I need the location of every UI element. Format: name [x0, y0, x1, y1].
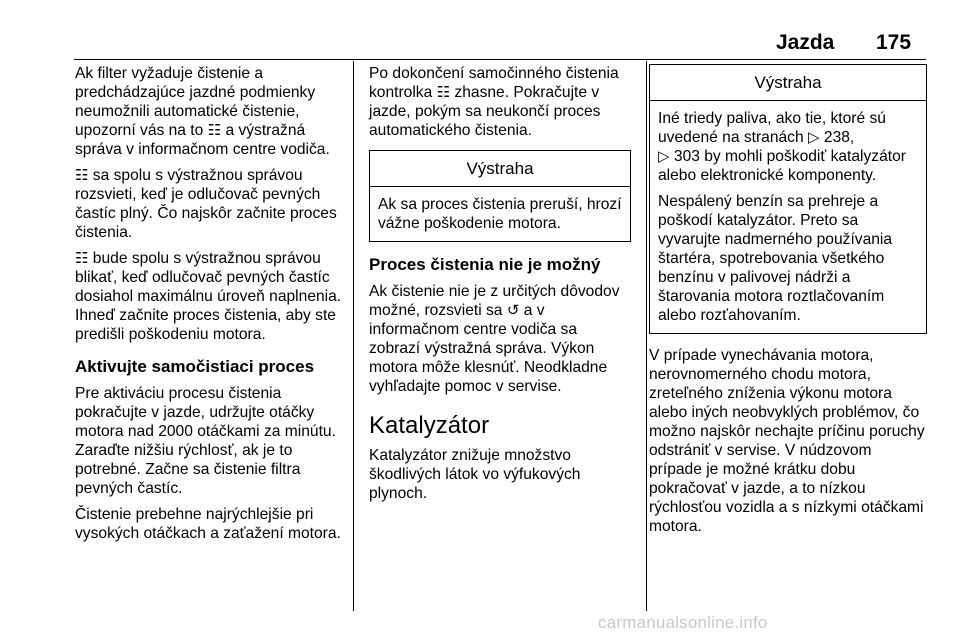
header-rule	[74, 59, 926, 60]
paragraph: Po dokončení samočinného čistenia kontrolka ☷ zhasne. Pokračujte v jazde, pokým sa neukončí proces automatického čistenia.	[369, 65, 619, 139]
column-divider	[646, 61, 647, 611]
warning-title: Výstraha	[650, 65, 926, 101]
column-2	[369, 64, 631, 510]
engine-check-icon: ↺	[506, 302, 520, 319]
paragraph: ☷ bude spolu s výstražnou správou blikať, keď odlučovač pevných častíc dosiahol maximálnu úroveň naplnenia. Ihneď začnite proces čistenia, aby ste predišli poškodeniu motora.	[75, 250, 342, 343]
page-reference-arrow-icon: ▷	[658, 148, 670, 165]
particulate-filter-icon: ☷	[75, 250, 89, 267]
particulate-filter-icon: ☷	[207, 122, 222, 139]
paragraph: Ak čistenie nie je z určitých dôvodov možné, rozsvieti sa ↺ a v informačnom centre vodiča sa zobrazí výstražná správa. Výkon motora môže klesnúť. Neodkladne vyhľadajte pomoc v servise.	[369, 283, 620, 395]
chapter-heading: Katalyzátor	[369, 412, 490, 439]
page-reference-arrow-icon: ▷	[808, 129, 820, 146]
section-heading: Aktivujte samočistiaci proces	[75, 357, 315, 376]
column-3	[649, 64, 927, 543]
column-divider	[353, 61, 354, 611]
header-title: Jazda	[776, 31, 835, 54]
warning-text: Ak sa proces čistenia preruší, hrozí vážne poškodenie motora.	[378, 196, 622, 232]
warning-box	[369, 150, 631, 242]
page-link[interactable]: 238,	[823, 129, 855, 146]
paragraph: ☷ sa spolu s výstražnou správou rozsvieti, keď je odlučovač pevných častíc plný. Čo najskôr začnite proces čistenia.	[75, 167, 337, 241]
section-heading: Proces čistenia nie je možný	[369, 255, 601, 274]
warning-box	[649, 64, 927, 334]
particulate-filter-icon: ☷	[436, 84, 451, 101]
paragraph: Čistenie prebehne najrýchlejšie pri vysokých otáčkach a zaťažení motora.	[75, 506, 341, 542]
warning-title: Výstraha	[370, 151, 630, 187]
watermark: carmanualsonline.info	[598, 613, 768, 632]
page-number: 175	[876, 31, 912, 54]
paragraph: Pre aktiváciu procesu čistenia pokračujte v jazde, udržujte otáčky motora nad 2000 otáčkami za minútu. Zaraďte nižšiu rýchlosť, ak je to potrebné. Začne sa čistenie filtra pevných častíc.	[75, 385, 336, 497]
paragraph: V prípade vynechávania motora, nerovnomerného chodu motora, zreteľného zníženia výkonu motora alebo iných neobvyklých problémov, čo možno najskôr nechajte príčinu poruchy odstrániť v servise. V núdzovom prípade je možné krátku dobu pokračovať v jazde, a to nízkou rýchlosťou vozidla a s nízkymi otáčkami motora.	[649, 347, 925, 535]
column-1	[75, 64, 347, 550]
warning-text: Nespálený benzín sa prehreje a poškodí katalyzátor. Preto sa vyvarujte nadmerného používania štartéra, spotrebovania všetkého benzínu v palivovej nádrži a štarovania motora roztlačovaním alebo rozťahovaním.	[658, 193, 893, 324]
paragraph: Katalyzátor znižuje množstvo škodlivých látok vo výfukových plynoch.	[369, 447, 581, 502]
paragraph: Ak filter vyžaduje čistenie a predchádzajúce jazdné podmienky neumožnili automatické čistenie, upozorní vás na to ☷ a výstražná správa v informačnom centre vodiča.	[75, 65, 330, 158]
particulate-filter-icon: ☷	[75, 167, 89, 184]
warning-text: Iné triedy paliva, ako tie, ktoré sú uvedené na stranách ▷ 238, ▷ 303 by mohli poškodiť katalyzátor alebo elektronické komponenty.	[658, 110, 906, 184]
